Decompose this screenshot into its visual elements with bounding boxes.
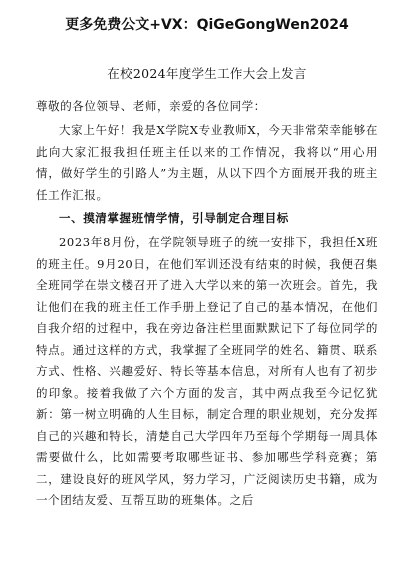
greeting-line: 尊敬的各位领导、老师，亲爱的各位同学： [36, 99, 266, 113]
document-title: 在校2024年度学生工作大会上发言 [107, 66, 307, 81]
section-paragraph: 2023年8月份，在学院领导班子的统一安排下，我担任X班的班主任。9月20日，在他们军训还没有结束的时候，我便召集全班同学在崇文楼召开了进入大学以来的第一次班会。首先，我让他们在我的班主任工作手册上登记了自己的基本情况，在他们自我介绍的过程中，我在旁边备注栏里面默默记下了每位同学的特点。通过这样的方式，我掌握了全班同学的姓名、籍贯、联系方式、性格、兴趣爱好、特长等基本信息，对所有人也有了初步的印象。接着我做了六个方面的发言，其中两点我至今记忆犹新：第一树立明确的人生目标，制定合理的职业规划，充分发挥自己的兴趣和特长，清楚自己大学四年乃至每个学期每一周具体需要做什么，比如需要考取哪些证书、参加哪些学科竞赛；第二，建设良好的班风学风，努力学习，广泛阅读历史书籍，成为一个团结友爱、互帮互助的班集体。之后 [36, 235, 378, 507]
promo-banner: 更多免费公文+VX：QiGeGongWen2024 [65, 17, 349, 33]
section-heading: 一、摸清掌握班情学情，引导制定合理目标 [59, 211, 289, 225]
intro-paragraph: 大家上午好！我是X学院X专业教师X，今天非常荣幸能够在此向大家汇报我担任班主任以来的工作情况，我将以“用心用情，做好学生的引路人”为主题，从以下四个方面展开我的班主任工作汇报。 [36, 123, 378, 202]
